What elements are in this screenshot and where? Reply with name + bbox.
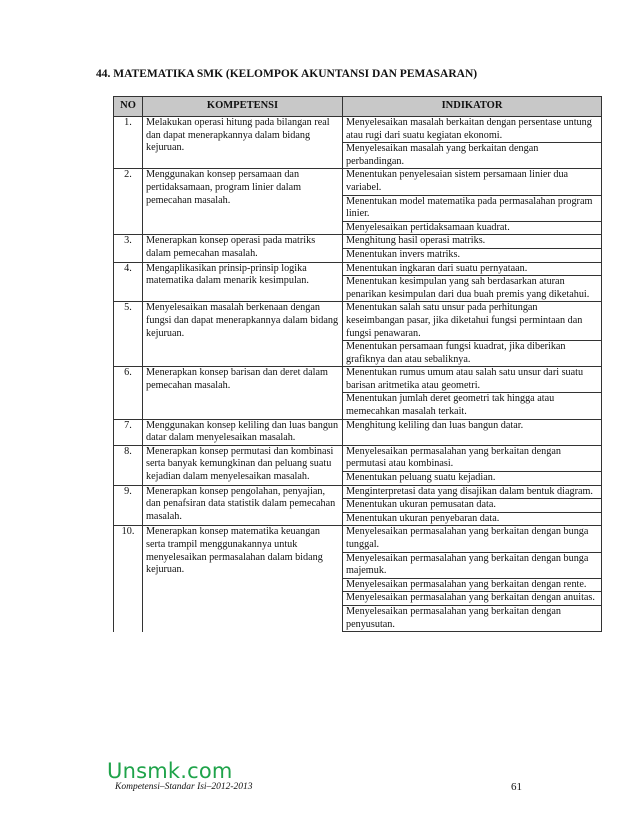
header-indikator: INDIKATOR — [343, 97, 602, 117]
indikator-cell: Menyelesaikan permasalahan yang berkaitan dengan anuitas. — [343, 592, 602, 606]
competency-table — [113, 96, 602, 632]
row-number: 6. — [114, 367, 143, 419]
indikator-cell: Menginterpretasi data yang disajikan dalam bentuk diagram. — [343, 485, 602, 499]
indikator-cell: Menghitung hasil operasi matriks. — [343, 235, 602, 249]
table-header-row — [114, 97, 602, 117]
indikator-cell: Menyelesaikan permasalahan yang berkaitan dengan penyusutan. — [343, 605, 602, 631]
table-row — [114, 419, 602, 445]
kompetensi-cell: Melakukan operasi hitung pada bilangan real dan dapat menerapkannya dalam bidang kejuruan. — [143, 117, 343, 169]
row-number: 1. — [114, 117, 143, 169]
indikator-cell: Menentukan model matematika pada permasalahan program linier. — [343, 195, 602, 221]
kompetensi-cell: Menerapkan konsep pengolahan, penyajian, dan penafsiran data statistik dalam pemecahan masalah. — [143, 485, 343, 526]
indikator-cell: Menyelesaikan masalah yang berkaitan dengan perbandingan. — [343, 143, 602, 169]
kompetensi-cell: Menerapkan konsep matematika keuangan serta trampil menggunakannya untuk menyelesaikan permasalahan dalam bidang kejuruan. — [143, 526, 343, 632]
row-number: 8. — [114, 445, 143, 485]
header-no: NO — [114, 97, 143, 117]
table-row — [114, 302, 602, 341]
page-number: 61 — [511, 781, 522, 793]
row-number: 10. — [114, 526, 143, 632]
table-row — [114, 526, 602, 552]
footer-text: Kompetensi–Standar Isi–2012-2013 — [115, 782, 253, 792]
table-row — [114, 117, 602, 143]
row-number: 9. — [114, 485, 143, 526]
indikator-cell: Menentukan rumus umum atau salah satu unsur dari suatu barisan aritmetika atau geometri. — [343, 367, 602, 393]
indikator-cell: Menentukan salah satu unsur pada perhitungan keseimbangan pasar, jika diketahui fungsi permintaan dan fungsi penawaran. — [343, 302, 602, 341]
indikator-cell: Menyelesaikan permasalahan yang berkaitan dengan permutasi atau kombinasi. — [343, 445, 602, 471]
kompetensi-cell: Menerapkan konsep barisan dan deret dalam pemecahan masalah. — [143, 367, 343, 419]
watermark-logo: Unsmk.com — [107, 759, 233, 783]
indikator-cell: Menentukan ukuran penyebaran data. — [343, 512, 602, 526]
kompetensi-cell: Menggunakan konsep persamaan dan pertidaksamaan, program linier dalam pemecahan masalah. — [143, 169, 343, 235]
table-row — [114, 445, 602, 471]
row-number: 2. — [114, 169, 143, 235]
row-number: 4. — [114, 262, 143, 302]
indikator-cell: Menentukan jumlah deret geometri tak hingga atau memecahkan masalah terkait. — [343, 393, 602, 419]
indikator-cell: Menyelesaikan permasalahan yang berkaitan dengan rente. — [343, 578, 602, 592]
indikator-cell: Menghitung keliling dan luas bangun datar. — [343, 419, 602, 445]
indikator-cell: Menyelesaikan pertidaksamaan kuadrat. — [343, 221, 602, 235]
kompetensi-cell: Menggunakan konsep keliling dan luas bangun datar dalam menyelesaikan masalah. — [143, 419, 343, 445]
table-row — [114, 169, 602, 195]
kompetensi-cell: Menyelesaikan masalah berkenaan dengan fungsi dan dapat menerapkannya dalam bidang kejuruan. — [143, 302, 343, 367]
indikator-cell: Menyelesaikan permasalahan yang berkaitan dengan bunga tunggal. — [343, 526, 602, 552]
indikator-cell: Menentukan ingkaran dari suatu pernyataan. — [343, 262, 602, 276]
indikator-cell: Menyelesaikan permasalahan yang berkaitan dengan bunga majemuk. — [343, 552, 602, 578]
indikator-cell: Menentukan invers matriks. — [343, 248, 602, 262]
indikator-cell: Menentukan penyelesaian sistem persamaan linier dua variabel. — [343, 169, 602, 195]
row-number: 3. — [114, 235, 143, 262]
indikator-cell: Menentukan persamaan fungsi kuadrat, jika diberikan grafiknya dan atau sebaliknya. — [343, 341, 602, 367]
kompetensi-cell: Menerapkan konsep operasi pada matriks dalam pemecahan masalah. — [143, 235, 343, 262]
kompetensi-cell: Mengaplikasikan prinsip-prinsip logika matematika dalam menarik kesimpulan. — [143, 262, 343, 302]
indikator-cell: Menentukan peluang suatu kejadian. — [343, 472, 602, 486]
indikator-cell: Menyelesaikan masalah berkaitan dengan persentase untung atau rugi dari suatu kegiatan ekonomi. — [343, 117, 602, 143]
table-row — [114, 485, 602, 499]
row-number: 5. — [114, 302, 143, 367]
section-heading: 44. MATEMATIKA SMK (KELOMPOK AKUNTANSI DAN PEMASARAN) — [96, 68, 478, 80]
kompetensi-cell: Menerapkan konsep permutasi dan kombinasi serta banyak kemungkinan dan peluang suatu kejadian dalam menyelesaikan masalah. — [143, 445, 343, 485]
header-kompetensi: KOMPETENSI — [143, 97, 343, 117]
table-row — [114, 262, 602, 276]
indikator-cell: Menentukan ukuran pemusatan data. — [343, 499, 602, 513]
row-number: 7. — [114, 419, 143, 445]
table-row — [114, 367, 602, 393]
table-row — [114, 235, 602, 249]
table-body — [114, 117, 602, 632]
indikator-cell: Menentukan kesimpulan yang sah berdasarkan aturan penarikan kesimpulan dari dua buah premis yang diketahui. — [343, 276, 602, 302]
